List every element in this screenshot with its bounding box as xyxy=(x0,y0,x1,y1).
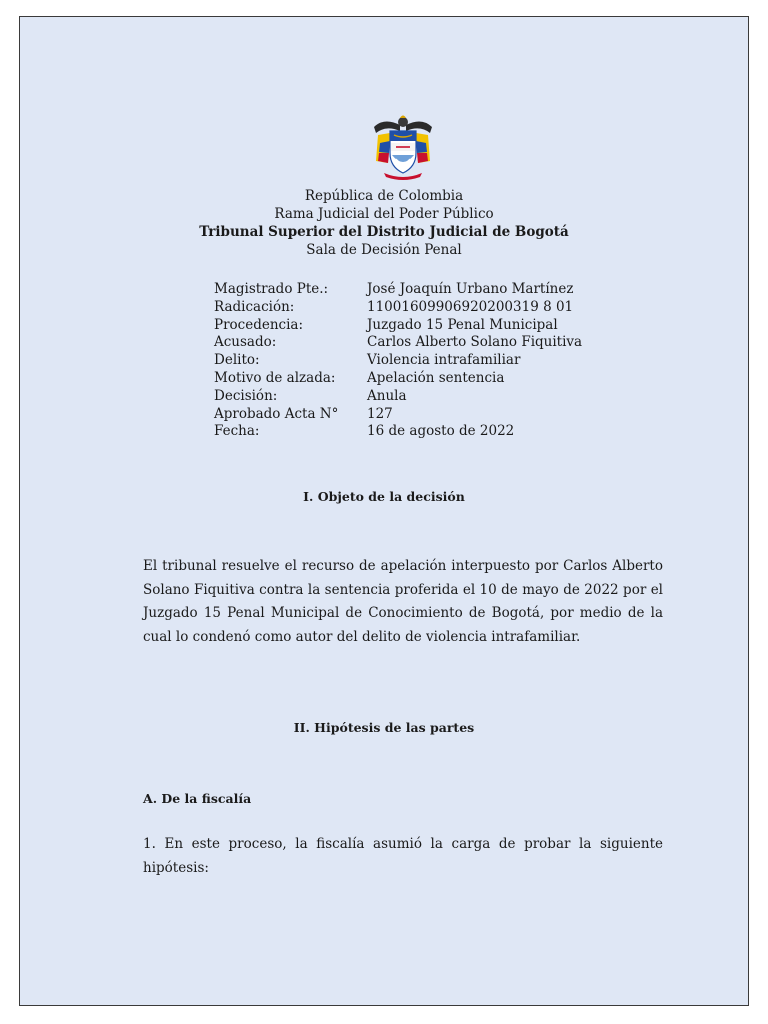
subheading-fiscalia: A. De la fiscalía xyxy=(143,791,252,806)
meta-value: 16 de agosto de 2022 xyxy=(367,423,515,440)
meta-label: Magistrado Pte.: xyxy=(214,281,329,297)
meta-label: Radicación: xyxy=(214,298,295,315)
paragraph-fiscalia: 1. En este proceso, la fiscalía asumió la carga de probar la siguiente hipótesis: xyxy=(143,836,663,876)
case-metadata xyxy=(214,281,582,441)
paragraph-objeto: El tribunal resuelve el recurso de apelación interpuesto por Carlos Alberto Solano Fiquitiva contra la sentencia proferida el 10 de mayo de 2022 por el Juzgado 15 Penal Municipal de Conocimiento de Bogotá, por medio de la cual lo condenó como autor del delito de violencia intrafamiliar. xyxy=(143,558,663,645)
meta-row xyxy=(214,352,582,370)
section-title-hipotesis: II. Hipótesis de las partes xyxy=(293,720,475,735)
meta-value: Anula xyxy=(367,387,407,404)
meta-label: Delito: xyxy=(214,352,260,369)
header-branch: Rama Judicial del Poder Público xyxy=(274,206,494,222)
meta-row xyxy=(214,317,582,335)
meta-label: Motivo de alzada: xyxy=(214,369,336,386)
meta-value: Juzgado 15 Penal Municipal xyxy=(367,316,558,333)
meta-row xyxy=(214,388,582,406)
header-chamber: Sala de Decisión Penal xyxy=(306,242,462,258)
document-page xyxy=(19,16,749,1006)
meta-label: Decisión: xyxy=(214,387,278,404)
meta-value: José Joaquín Urbano Martínez xyxy=(367,281,574,297)
meta-value: Violencia intrafamiliar xyxy=(367,352,521,369)
meta-row xyxy=(214,281,582,299)
meta-label: Acusado: xyxy=(214,334,277,351)
meta-value: Carlos Alberto Solano Fiquitiva xyxy=(367,334,583,351)
meta-label: Fecha: xyxy=(214,423,260,440)
meta-row xyxy=(214,423,582,441)
meta-row xyxy=(214,334,582,352)
section-title-objeto: I. Objeto de la decisión xyxy=(303,489,465,504)
meta-label: Aprobado Acta N° xyxy=(214,405,339,422)
colombia-coat-of-arms-icon xyxy=(370,113,436,183)
meta-value: 127 xyxy=(367,405,393,422)
meta-row xyxy=(214,406,582,424)
document-header xyxy=(20,187,748,259)
header-country: República de Colombia xyxy=(304,188,464,204)
header-court: Tribunal Superior del Distrito Judicial de Bogotá xyxy=(199,224,569,240)
meta-value: 11001609906920200319 8 01 xyxy=(367,298,574,315)
meta-label: Procedencia: xyxy=(214,316,304,333)
meta-row xyxy=(214,299,582,317)
meta-row xyxy=(214,370,582,388)
meta-value: Apelación sentencia xyxy=(367,369,505,386)
